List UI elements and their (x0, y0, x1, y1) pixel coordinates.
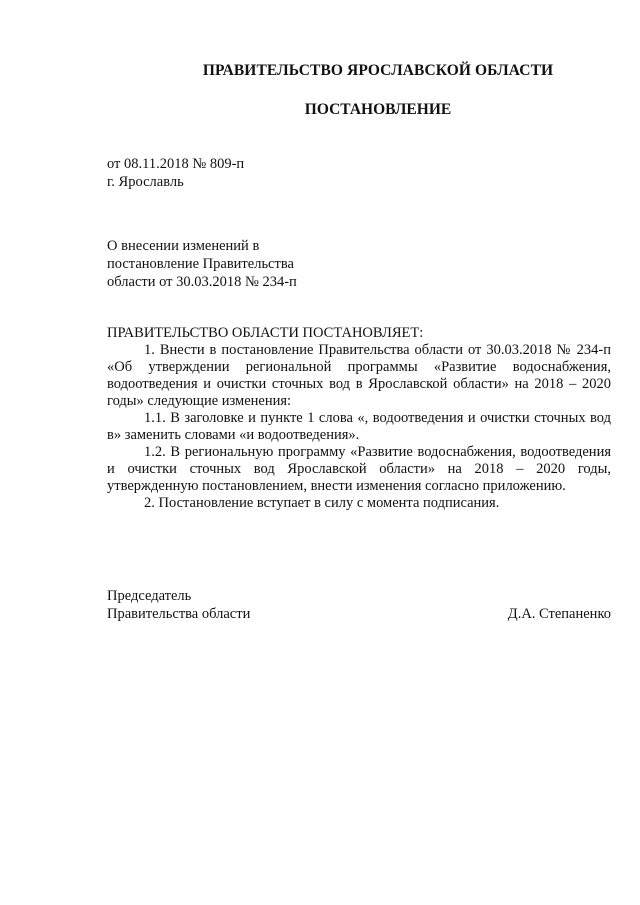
subject-line: области от 30.03.2018 № 234-п (107, 274, 297, 290)
document-type: ПОСТАНОВЛЕНИЕ (304, 101, 452, 118)
paragraph-2: 2. Постановление вступает в силу с момента подписания. (144, 495, 500, 511)
subject-line: постановление Правительства (107, 256, 294, 272)
city: г. Ярославль (107, 174, 184, 190)
paragraph-1-1: 1.1. В заголовке и пункте 1 слова «, водоотведения и очистки сточных вод в» заменить словами «и водоотведения». (107, 410, 611, 443)
signatory-position-line2: Правительства области (107, 606, 251, 622)
paragraph-1-2: 1.2. В региональную программу «Развитие водоснабжения, водоотведения и очистки сточных вод Ярославской области» на 2018 – 2020 годы, утвержденную постановлением, внести изменения согласно приложению. (107, 444, 611, 494)
document-meta (107, 156, 407, 192)
signatory-position-line1: Председатель (107, 588, 192, 604)
date-number: от 08.11.2018 № 809-п (107, 156, 245, 172)
paragraph-1: 1. Внести в постановление Правительства области от 30.03.2018 № 234-п «Об утверждении региональной программы «Развитие водоснабжения, водоотведения и очистки сточных вод в Ярославской области» на 2018 – 2020 годы» следующие изменения: (107, 342, 611, 409)
signatory-name: Д.А. Степаненко (507, 606, 611, 622)
preamble: ПРАВИТЕЛЬСТВО ОБЛАСТИ ПОСТАНОВЛЯЕТ: (107, 325, 424, 341)
signature-block (107, 588, 611, 624)
document-subject (107, 238, 407, 292)
government-title: ПРАВИТЕЛЬСТВО ЯРОСЛАВСКОЙ ОБЛАСТИ (202, 62, 554, 79)
subject-line: О внесении изменений в (107, 238, 260, 254)
document-body (107, 325, 611, 512)
